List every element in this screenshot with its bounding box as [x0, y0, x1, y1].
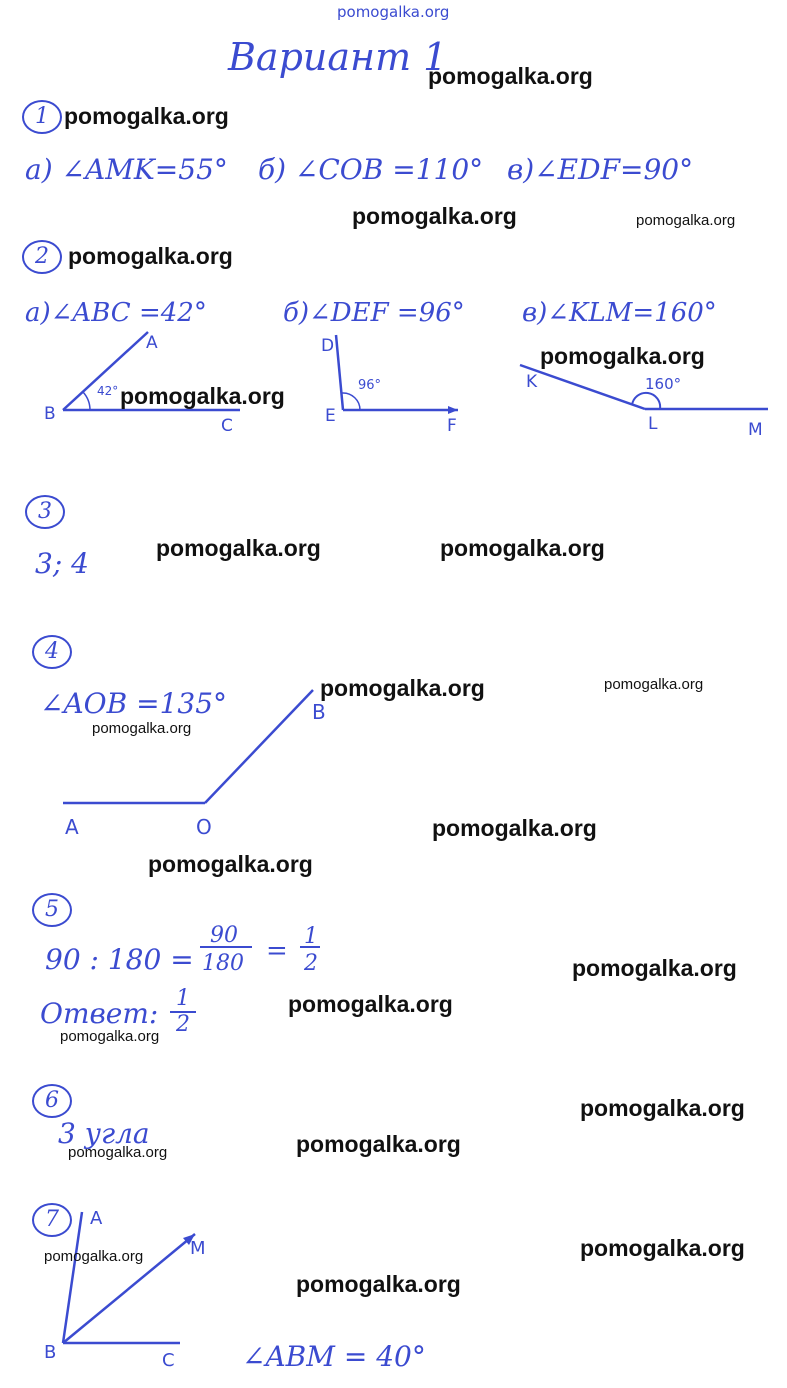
point-m-label: M [748, 420, 763, 440]
point-o-label: O [196, 815, 212, 839]
task-5-equation-left: 90 : 180 = [45, 943, 194, 976]
watermark: pomogalka.org [604, 676, 704, 693]
watermark: pomogalka.org [580, 1095, 745, 1121]
watermark: pomogalka.org [540, 343, 705, 369]
angle-160-label: 160° [645, 375, 682, 393]
task-5-answer-label: Ответ: [40, 997, 159, 1030]
watermark: pomogalka.org [156, 535, 321, 561]
task-5-fraction-2-den: 2 [304, 951, 318, 976]
task-1-answer-b: б) ∠COB =110° [258, 153, 484, 186]
task-2-answer-a: а)∠ABC =42° [25, 298, 207, 328]
point-a-label: A [90, 1208, 103, 1229]
watermark: pomogalka.org [580, 1235, 745, 1261]
page-title: Вариант 1 [228, 35, 448, 79]
watermark: pomogalka.org [288, 991, 453, 1017]
point-l-label: L [648, 414, 658, 434]
watermark: pomogalka.org [60, 1028, 160, 1045]
point-b-label: B [312, 700, 326, 724]
watermark: pomogalka.org [572, 955, 737, 981]
task-5-answer-num: 1 [176, 986, 190, 1011]
angle-96-label: 96° [358, 378, 382, 393]
task-2-answer-b: б)∠DEF =96° [283, 298, 465, 328]
point-c-label: C [162, 1350, 175, 1371]
watermark: pomogalka.org [92, 720, 192, 737]
task-5-fraction-2-num: 1 [304, 924, 318, 949]
task-5-fraction-1-den: 180 [202, 951, 244, 976]
task-5-fraction-1-num: 90 [210, 923, 238, 948]
point-a-label: A [146, 333, 158, 353]
task-7-number: 7 [32, 1203, 72, 1237]
task-2-answer-c: в)∠KLM=160° [522, 298, 717, 328]
watermark: pomogalka.org [296, 1271, 461, 1297]
task-6-number: 6 [32, 1084, 72, 1118]
task-3-number: 3 [25, 495, 65, 529]
point-b-label: B [44, 404, 56, 424]
watermark: pomogalka.org [352, 203, 517, 229]
watermark: pomogalka.org [320, 675, 485, 701]
task-3-answer: 3; 4 [35, 547, 89, 580]
watermark: pomogalka.org [296, 1131, 461, 1157]
watermark: pomogalka.org [64, 103, 229, 129]
task-4-number: 4 [32, 635, 72, 669]
task-7-answer: ∠ABM = 40° [242, 1340, 426, 1373]
watermark: pomogalka.org [148, 851, 313, 877]
angle-42-label: 42° [97, 384, 119, 398]
point-c-label: C [221, 416, 233, 436]
task-5-answer-den: 2 [176, 1012, 190, 1037]
watermark: pomogalka.org [428, 63, 593, 89]
point-m-label: M [190, 1238, 206, 1259]
task-4-answer: ∠AOB =135° [40, 687, 228, 720]
watermark: pomogalka.org [68, 1144, 168, 1161]
point-b-label: B [44, 1342, 57, 1363]
task-6-answer: 3 угла [58, 1117, 150, 1150]
point-d-label: D [321, 336, 335, 356]
watermark: pomogalka.org [440, 535, 605, 561]
point-a-label: A [65, 815, 79, 839]
point-k-label: K [526, 372, 538, 392]
task-2-number: 2 [22, 240, 62, 274]
task-5-number: 5 [32, 893, 72, 927]
point-e-label: E [325, 406, 336, 426]
point-f-label: F [447, 416, 457, 436]
watermark: pomogalka.org [68, 243, 233, 269]
task-1-answer-a: а) ∠AMK=55° [25, 153, 228, 186]
task-1-number: 1 [22, 100, 62, 134]
site-header[interactable]: pomogalka.org [337, 3, 450, 21]
watermark: pomogalka.org [432, 815, 597, 841]
task-5-equals: = [266, 936, 288, 966]
watermark: pomogalka.org [120, 383, 285, 409]
watermark: pomogalka.org [636, 212, 736, 229]
watermark: pomogalka.org [44, 1248, 144, 1265]
task-1-answer-c: в)∠EDF=90° [507, 153, 694, 186]
